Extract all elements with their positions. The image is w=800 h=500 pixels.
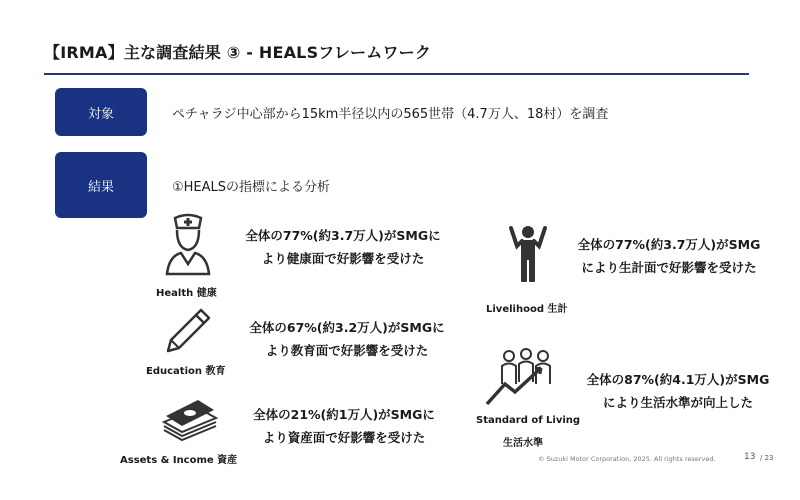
copyright-text: © Suzuki Motor Corporation, 2025. All rights reserved. (538, 455, 716, 463)
nurse-icon (163, 212, 213, 278)
assets-stat-line2: より資産面で好影響を受けた (262, 430, 426, 445)
assets-stat (238, 403, 450, 449)
livelihood-stat (560, 233, 778, 279)
standard-stat (574, 368, 782, 414)
money-stack-icon (158, 394, 220, 442)
page-number: 13 (744, 452, 756, 462)
health-stat-line2: より健康面で好影響を受けた (261, 251, 425, 266)
education-stat-line2: より教育面で好影響を受けた (265, 343, 429, 358)
page-total: / 23 (760, 454, 774, 462)
pencil-icon (163, 306, 213, 356)
education-stat-line1: 全体の67%(約3.2万人)がSMGに (249, 320, 445, 335)
standard-caption: Standard of Living (476, 415, 581, 426)
target-text: ペチャラジ中心部から15km半径以内の565世帯（4.7万人、18村）を調査 (172, 107, 609, 122)
livelihood-caption: Livelihood 生計 (486, 304, 568, 315)
standard-caption-ja: 生活水準 (503, 438, 543, 449)
assets-stat-line1: 全体の21%(約1万人)がSMGに (253, 407, 435, 422)
livelihood-stat-line2: により生計面で好影響を受けた (581, 260, 757, 275)
education-caption: Education 教育 (146, 366, 226, 377)
person-arms-up-icon (508, 224, 548, 284)
assets-caption: Assets & Income 資産 (120, 455, 238, 466)
page-title: 【IRMA】主な調査結果 ③ - HEALSフレームワーク (44, 43, 432, 62)
education-stat (236, 316, 458, 362)
result-text: ①HEALSの指標による分析 (172, 180, 331, 195)
standard-stat-line2: により生活水準が向上した (602, 395, 753, 410)
result-label-box: 結果 (55, 152, 147, 218)
health-stat (232, 224, 454, 270)
livelihood-stat-line1: 全体の77%(約3.7万人)がSMG (577, 237, 761, 252)
health-caption: Health 健康 (156, 288, 217, 299)
standard-stat-line1: 全体の87%(約4.1万人)がSMG (586, 372, 770, 387)
people-growth-icon (485, 346, 567, 408)
title-divider (44, 73, 749, 75)
target-label-box: 対象 (55, 88, 147, 136)
health-stat-line1: 全体の77%(約3.7万人)がSMGに (245, 228, 441, 243)
